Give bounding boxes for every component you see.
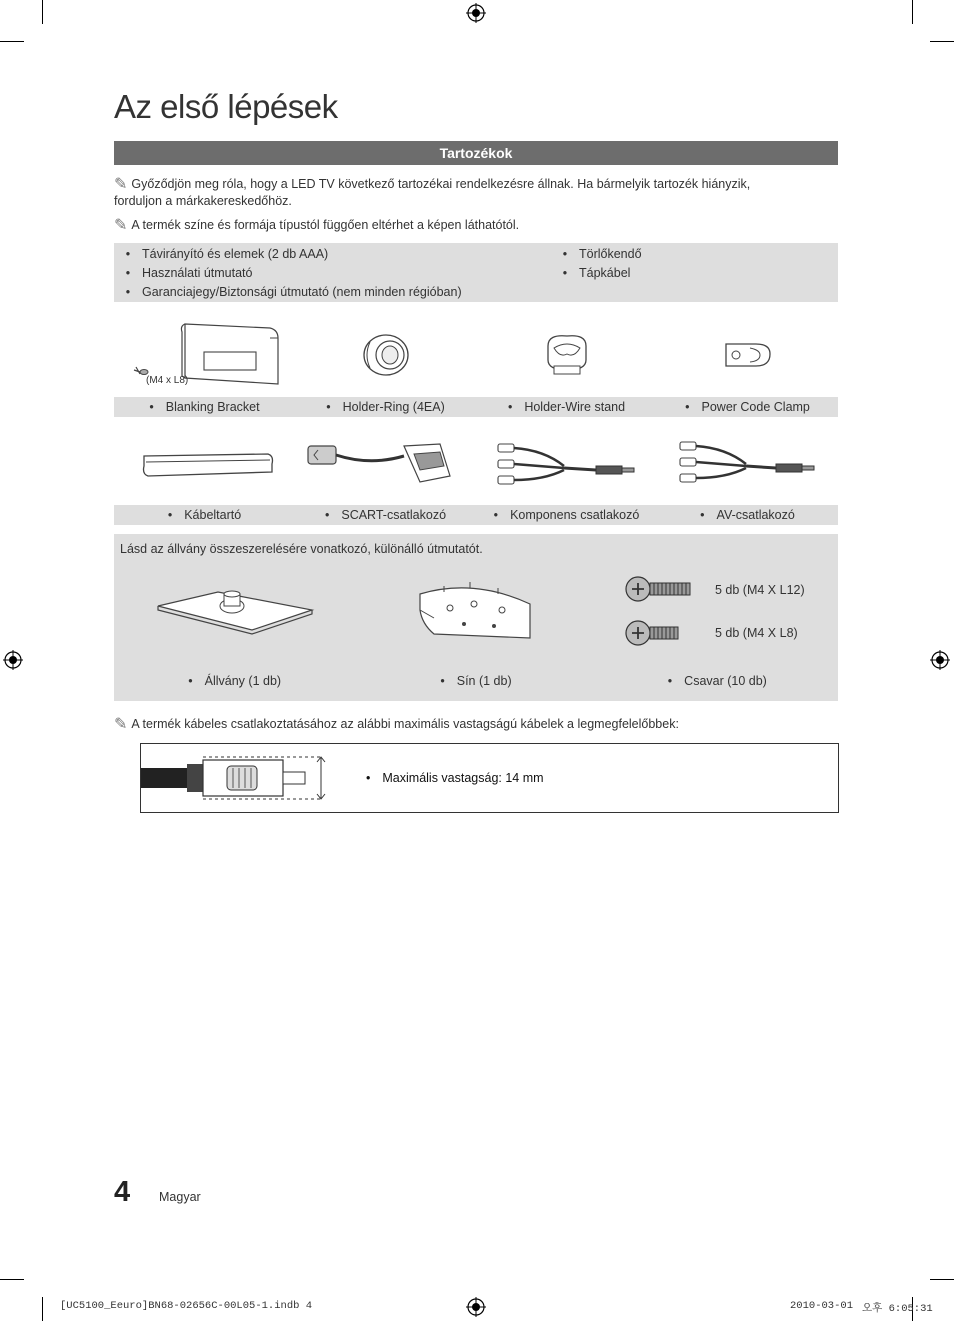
list-item: • Törlőkendő — [562, 247, 642, 261]
stand-intro: Lásd az állvány összeszerelésére vonatkozó, különálló útmutatót. — [120, 542, 483, 556]
language-label: Magyar — [159, 1190, 201, 1204]
holder-ring-illustration — [360, 332, 414, 378]
screw-long-icon — [624, 572, 694, 606]
power-cord-clamp-illustration — [720, 336, 776, 374]
row1-captions — [114, 397, 838, 417]
note-2: ✎ A termék színe és formája típustól függően eltérhet a képen láthatótól. — [114, 217, 520, 234]
registration-mark-icon — [466, 3, 486, 23]
cable-plug-illustration — [141, 752, 331, 804]
registration-mark-icon — [930, 650, 950, 670]
caption-cable-holder: • Kábeltartó — [167, 508, 242, 522]
caption-power-cord-clamp: • Power Code Clamp — [685, 400, 810, 414]
caption-stand: • Állvány (1 db) — [188, 674, 282, 688]
screw-short-icon — [624, 616, 684, 650]
screw-short-label: 5 db (M4 X L8) — [715, 626, 798, 640]
scart-connector-illustration — [300, 436, 468, 490]
crop-mark — [0, 41, 24, 42]
note-pencil-icon: ✎ — [114, 217, 128, 234]
registration-mark-icon — [466, 1297, 486, 1317]
caption-scart-connector: • SCART-csatlakozó — [324, 508, 447, 522]
list-item: • Használati útmutató — [125, 266, 253, 280]
caption-screws: • Csavar (10 db) — [667, 674, 767, 688]
section-header: Tartozékok — [114, 141, 838, 165]
caption-blanking-bracket: • Blanking Bracket — [149, 400, 260, 414]
stand-illustration — [154, 586, 318, 638]
crop-mark — [930, 41, 954, 42]
caption-av-connector: • AV-csatlakozó — [700, 508, 795, 522]
note-pencil-icon: ✎ — [114, 176, 128, 193]
accessory-list-left — [114, 245, 554, 302]
screw-size-label: (M4 x L8) — [146, 375, 189, 386]
component-connector-illustration — [494, 440, 640, 492]
note-pencil-icon: ✎ — [114, 716, 128, 733]
stand-box — [114, 534, 838, 701]
crop-mark — [912, 0, 913, 24]
list-item: • Távirányító és elemek (2 db AAA) — [125, 247, 329, 261]
cable-thickness-box — [140, 743, 839, 813]
crop-mark — [42, 0, 43, 24]
note-3: ✎ A termék kábeles csatlakoztatásához az alábbi maximális vastagságú kábelek a legmegfelelőbbek: — [114, 716, 679, 733]
note-1: ✎ Győződjön meg róla, hogy a LED TV következő tartozékai rendelkezésre állnak. Ha bármelyik tartozék hiányzik, forduljon a márkakereskedőhöz. — [114, 176, 751, 208]
crop-mark — [0, 1279, 24, 1280]
registration-mark-icon — [3, 650, 23, 670]
max-thickness-text: • Maximális vastagság: 14 mm — [366, 771, 544, 785]
footer-file: [UC5100_Eeuro]BN68-02656C-00L05-1.indb 4 — [60, 1300, 313, 1312]
footer-date: 2010-03-01 — [790, 1300, 854, 1312]
row2-captions — [114, 505, 838, 525]
accessory-list-box — [114, 243, 838, 302]
list-item: • Tápkábel — [562, 266, 631, 280]
caption-holder-wire-stand: • Holder-Wire stand — [507, 400, 626, 414]
caption-rail: • Sín (1 db) — [440, 674, 512, 688]
stand-captions — [114, 674, 838, 688]
caption-holder-ring: • Holder-Ring (4EA) — [326, 400, 445, 414]
av-connector-illustration — [676, 438, 822, 490]
page-number: 4 — [114, 1176, 131, 1208]
list-item: • Garanciajegy/Biztonsági útmutató (nem minden régióban) — [125, 285, 462, 299]
screw-long-label: 5 db (M4 X L12) — [715, 583, 805, 597]
crop-mark — [930, 1279, 954, 1280]
rail-guide-illustration — [414, 578, 538, 642]
caption-component-connector: • Komponens csatlakozó — [493, 508, 640, 522]
crop-mark — [42, 1297, 43, 1321]
page-title: Az első lépések — [114, 88, 338, 125]
cable-holder-illustration — [140, 446, 276, 482]
accessory-list-right — [551, 245, 831, 283]
footer-time: 오후 6:05:31 — [862, 1303, 933, 1315]
holder-wire-stand-illustration — [540, 330, 594, 378]
